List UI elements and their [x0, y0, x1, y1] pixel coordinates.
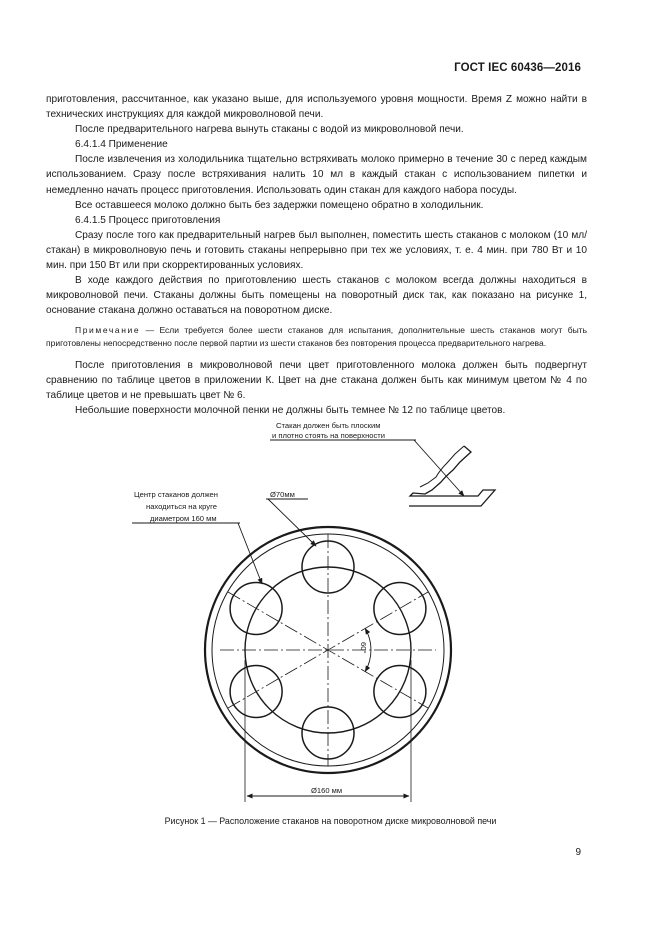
paragraph: Небольшие поверхности молочной пенки не должны быть темнее № 12 по таблице цветов.	[75, 404, 506, 416]
paragraph: В ходе каждого действия по приготовлению шесть стаканов с молоком всегда должны находиться в микроволновой печи. Стаканы должны быть помещены на поворотный диск так, как показано на рисунке 1, основание стакана должно оставаться на поворотном диске.	[46, 275, 587, 317]
center-label-line-3: диаметром 160 мм	[150, 514, 217, 523]
flat-label-line-1: Стакан должен быть плоским	[276, 421, 381, 430]
center-label-line-2: находиться на круге	[146, 502, 217, 511]
paragraph: Сразу после того как предварительный нагрев был выполнен, поместить шесть стаканов с молоком (10 мл/стакан) в микроволновую печь и готовить стаканы непрерывно при тех же условиях, т. е. 4 мин. при 780 Вт и 10 мин. при 150 Вт или при скорректированных условиях.	[46, 229, 587, 272]
figure-labels	[134, 421, 385, 795]
note-text: — Если требуется более шести стаканов для испытания, дополнительные шесть стаканов могут быть приготовлены непосредственно после первой партии из шести стаканов без повторения процесса предварительного нагрева.	[46, 325, 587, 348]
angle-label: 60°	[359, 642, 368, 654]
paragraph: После предварительного нагрева вынуть стаканы с водой из микроволновой печи.	[75, 124, 464, 136]
paragraph: Все оставшееся молоко должно быть без задержки помещено обратно в холодильник.	[75, 199, 484, 211]
center-leader	[238, 523, 262, 584]
paragraph: После извлечения из холодильника тщательно встряхивать молоко примерно в течение 30 с перед каждым использованием. Сразу после встряхивания налить 10 мл в каждый стакан с использованием пипетки и немедленно начать процесс приготовления. Использовать один стакан для каждого набора посуды.	[46, 154, 587, 196]
page-number: 9	[575, 847, 581, 858]
cup-diameter-label: Ø70мм	[270, 490, 295, 499]
section-heading: 6.4.1.5 Процесс приготовления	[75, 214, 221, 226]
center-label-line-1: Центр стаканов должен	[134, 490, 218, 499]
section-heading: 6.4.1.4 Применение	[75, 139, 168, 151]
flat-label-line-2: и плотно стоять на поверхности	[272, 431, 386, 440]
cup-wall-detail	[409, 446, 495, 506]
paragraph: После приготовления в микроволновой печи цвет приготовленного молока должен быть подвергнут сравнению по таблице цветов в приложении К. Цвет на дне стакана должен быть как минимум цветом № 4 по таблице цветов и не превышать цвет № 6.	[46, 359, 587, 401]
figure-caption: Рисунок 1 — Расположение стаканов на поворотном диске микроволновой печи	[164, 816, 497, 826]
standard-header: ГОСТ IEC 60436—2016	[454, 62, 581, 74]
circle-diameter-label: Ø160 мм	[311, 786, 343, 795]
flat-note-leader	[414, 440, 464, 496]
center-lines	[220, 534, 436, 766]
note-label: Примечание	[75, 325, 141, 336]
paragraph: приготовления, рассчитанное, как указано выше, для используемого уровня мощности. Время Z можно найти в технических инструкциях для каждой микроволновой печи.	[46, 94, 587, 121]
